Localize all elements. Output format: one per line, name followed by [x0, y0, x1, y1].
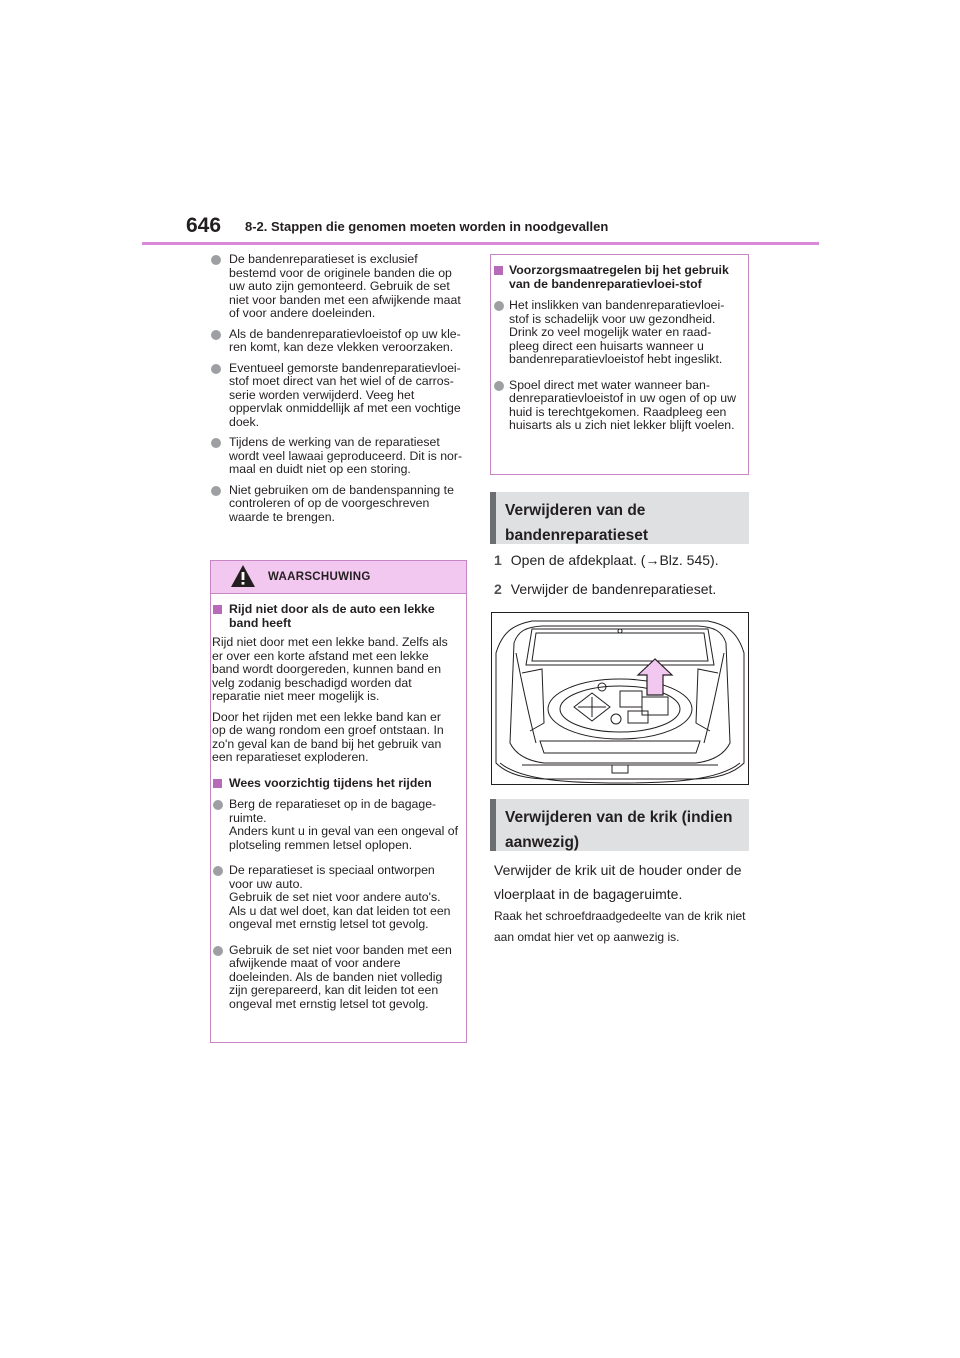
warning-label: WAARSCHUWING: [268, 571, 371, 583]
bullet-square-icon: [213, 779, 222, 788]
step-text: Open de afdekplaat. (→Blz. 545).: [510, 552, 719, 568]
bullet-dot-icon: [211, 438, 221, 448]
luggage-compartment-drawing: [492, 613, 748, 784]
step-number: 1: [494, 552, 502, 568]
bullet-dot-icon: [211, 486, 221, 496]
step-number: 2: [494, 581, 502, 597]
warning-subtitle: Rijd niet door als de auto een lekke band heeft: [211, 603, 460, 630]
warning-header: [211, 561, 466, 594]
list-item: Niet gebruiken om de bandenspanning te controleren of op de voorgeschreven waarde te brengen.: [210, 484, 468, 525]
precautions-box: [490, 254, 749, 475]
chapter-title: 8-2. Stappen die genomen moeten worden in noodgevallen: [245, 219, 609, 234]
section-note: Raak het schroefdraadgedeelte van de krik niet aan omdat hier vet op aanwezig is.: [494, 909, 746, 944]
list-item: Gebruik de set niet voor banden met een afwijkende maat of voor andere doeleinden. Als de banden niet volledig zijn gerepareerd, kan dit leiden tot een ongeval met ernstig letsel tot gevolg.: [211, 944, 460, 1012]
precautions-title: Voorzorgsmaatregelen bij het gebruik van de bandenreparatievloei-stof: [491, 264, 740, 291]
bullet-dot-icon: [213, 800, 223, 810]
list-item: Eventueel gemorste bandenreparatievloei-stof moet direct van het wiel of de carros-serie worden verwijderd. Veeg het oppervlak onmiddellijk af met een vochtige doek.: [210, 362, 468, 430]
section-body: Verwijder de krik uit de houder onder de vloerplaat in de bagageruimte.: [494, 862, 742, 902]
left-notes: [210, 253, 468, 531]
warning-paragraph: Door het rijden met een lekke band kan er op de wang rondom een groef ontstaan. In zo'n geval kan de band bij het gebruik van een reparatieset exploderen.: [212, 709, 444, 764]
bullet-dot-icon: [494, 381, 504, 391]
section-heading: Verwijderen van de bandenreparatieset: [490, 492, 749, 544]
step-item: [494, 581, 716, 597]
bullet-square-icon: [213, 605, 222, 614]
list-item: Tijdens de werking van de reparatieset wordt veel lawaai geproduceerd. Dit is nor-maal en duidt niet op een storing.: [210, 436, 468, 477]
warning-triangle-icon: [230, 564, 256, 588]
step-item: [494, 552, 719, 568]
bullet-dot-icon: [211, 330, 221, 340]
list-item: De bandenreparatieset is exclusief bestemd voor de originele banden die op uw auto zijn gemonteerd. Gebruik de set niet voor banden met een afwijkende maat of voor andere doeleinden.: [210, 253, 468, 321]
list-item: Het inslikken van bandenreparatievloei-stof is schadelijk voor uw gezondheid. Drink zo veel mogelijk water en raad-pleeg direct een huisarts wanneer u bandenreparatievloeistof hebt ingeslikt.: [491, 299, 740, 367]
bullet-dot-icon: [494, 301, 504, 311]
page-number: 646: [186, 214, 222, 237]
bullet-square-icon: [494, 266, 503, 275]
bullet-dot-icon: [211, 364, 221, 374]
warning-paragraph: Rijd niet door met een lekke band. Zelfs als er over een korte afstand met een lekke band wordt doorgereden, kunnen band en velg zodanig beschadigd worden dat reparatie niet meer mogelijk is.: [212, 635, 448, 703]
list-item: Als de bandenreparatievloeistof op uw kle-ren komt, kan deze vlekken veroorzaken.: [210, 328, 468, 355]
warning-body: [211, 594, 466, 1011]
bullet-dot-icon: [213, 946, 223, 956]
list-item: Berg de reparatieset op in de bagage-ruimte. Anders kunt u in geval van een ongeval of plotseling remmen letsel oplopen.: [211, 798, 460, 852]
luggage-compartment-illustration: [491, 612, 749, 785]
warning-box: [210, 560, 467, 1043]
list-item: Spoel direct met water wanneer ban-denreparatievloeistof in uw ogen of op uw huid is terechtgekomen. Raadpleeg een huisarts als u zich niet lekker blijft voelen.: [491, 379, 740, 433]
bullet-dot-icon: [213, 866, 223, 876]
list-item: De reparatieset is speciaal ontworpen voor uw auto. Gebruik de set niet voor andere auto's. Als u dat wel doet, kan dat leiden tot een ongeval met ernstig letsel tot gevolg.: [211, 864, 460, 932]
bullet-dot-icon: [211, 255, 221, 265]
warning-subtitle: Wees voorzichtig tijdens het rijden: [211, 777, 460, 791]
step-text: Verwijder de bandenreparatieset.: [510, 581, 717, 597]
section-heading: Verwijderen van de krik (indien aanwezig): [490, 799, 749, 851]
header-rule: [142, 242, 819, 245]
